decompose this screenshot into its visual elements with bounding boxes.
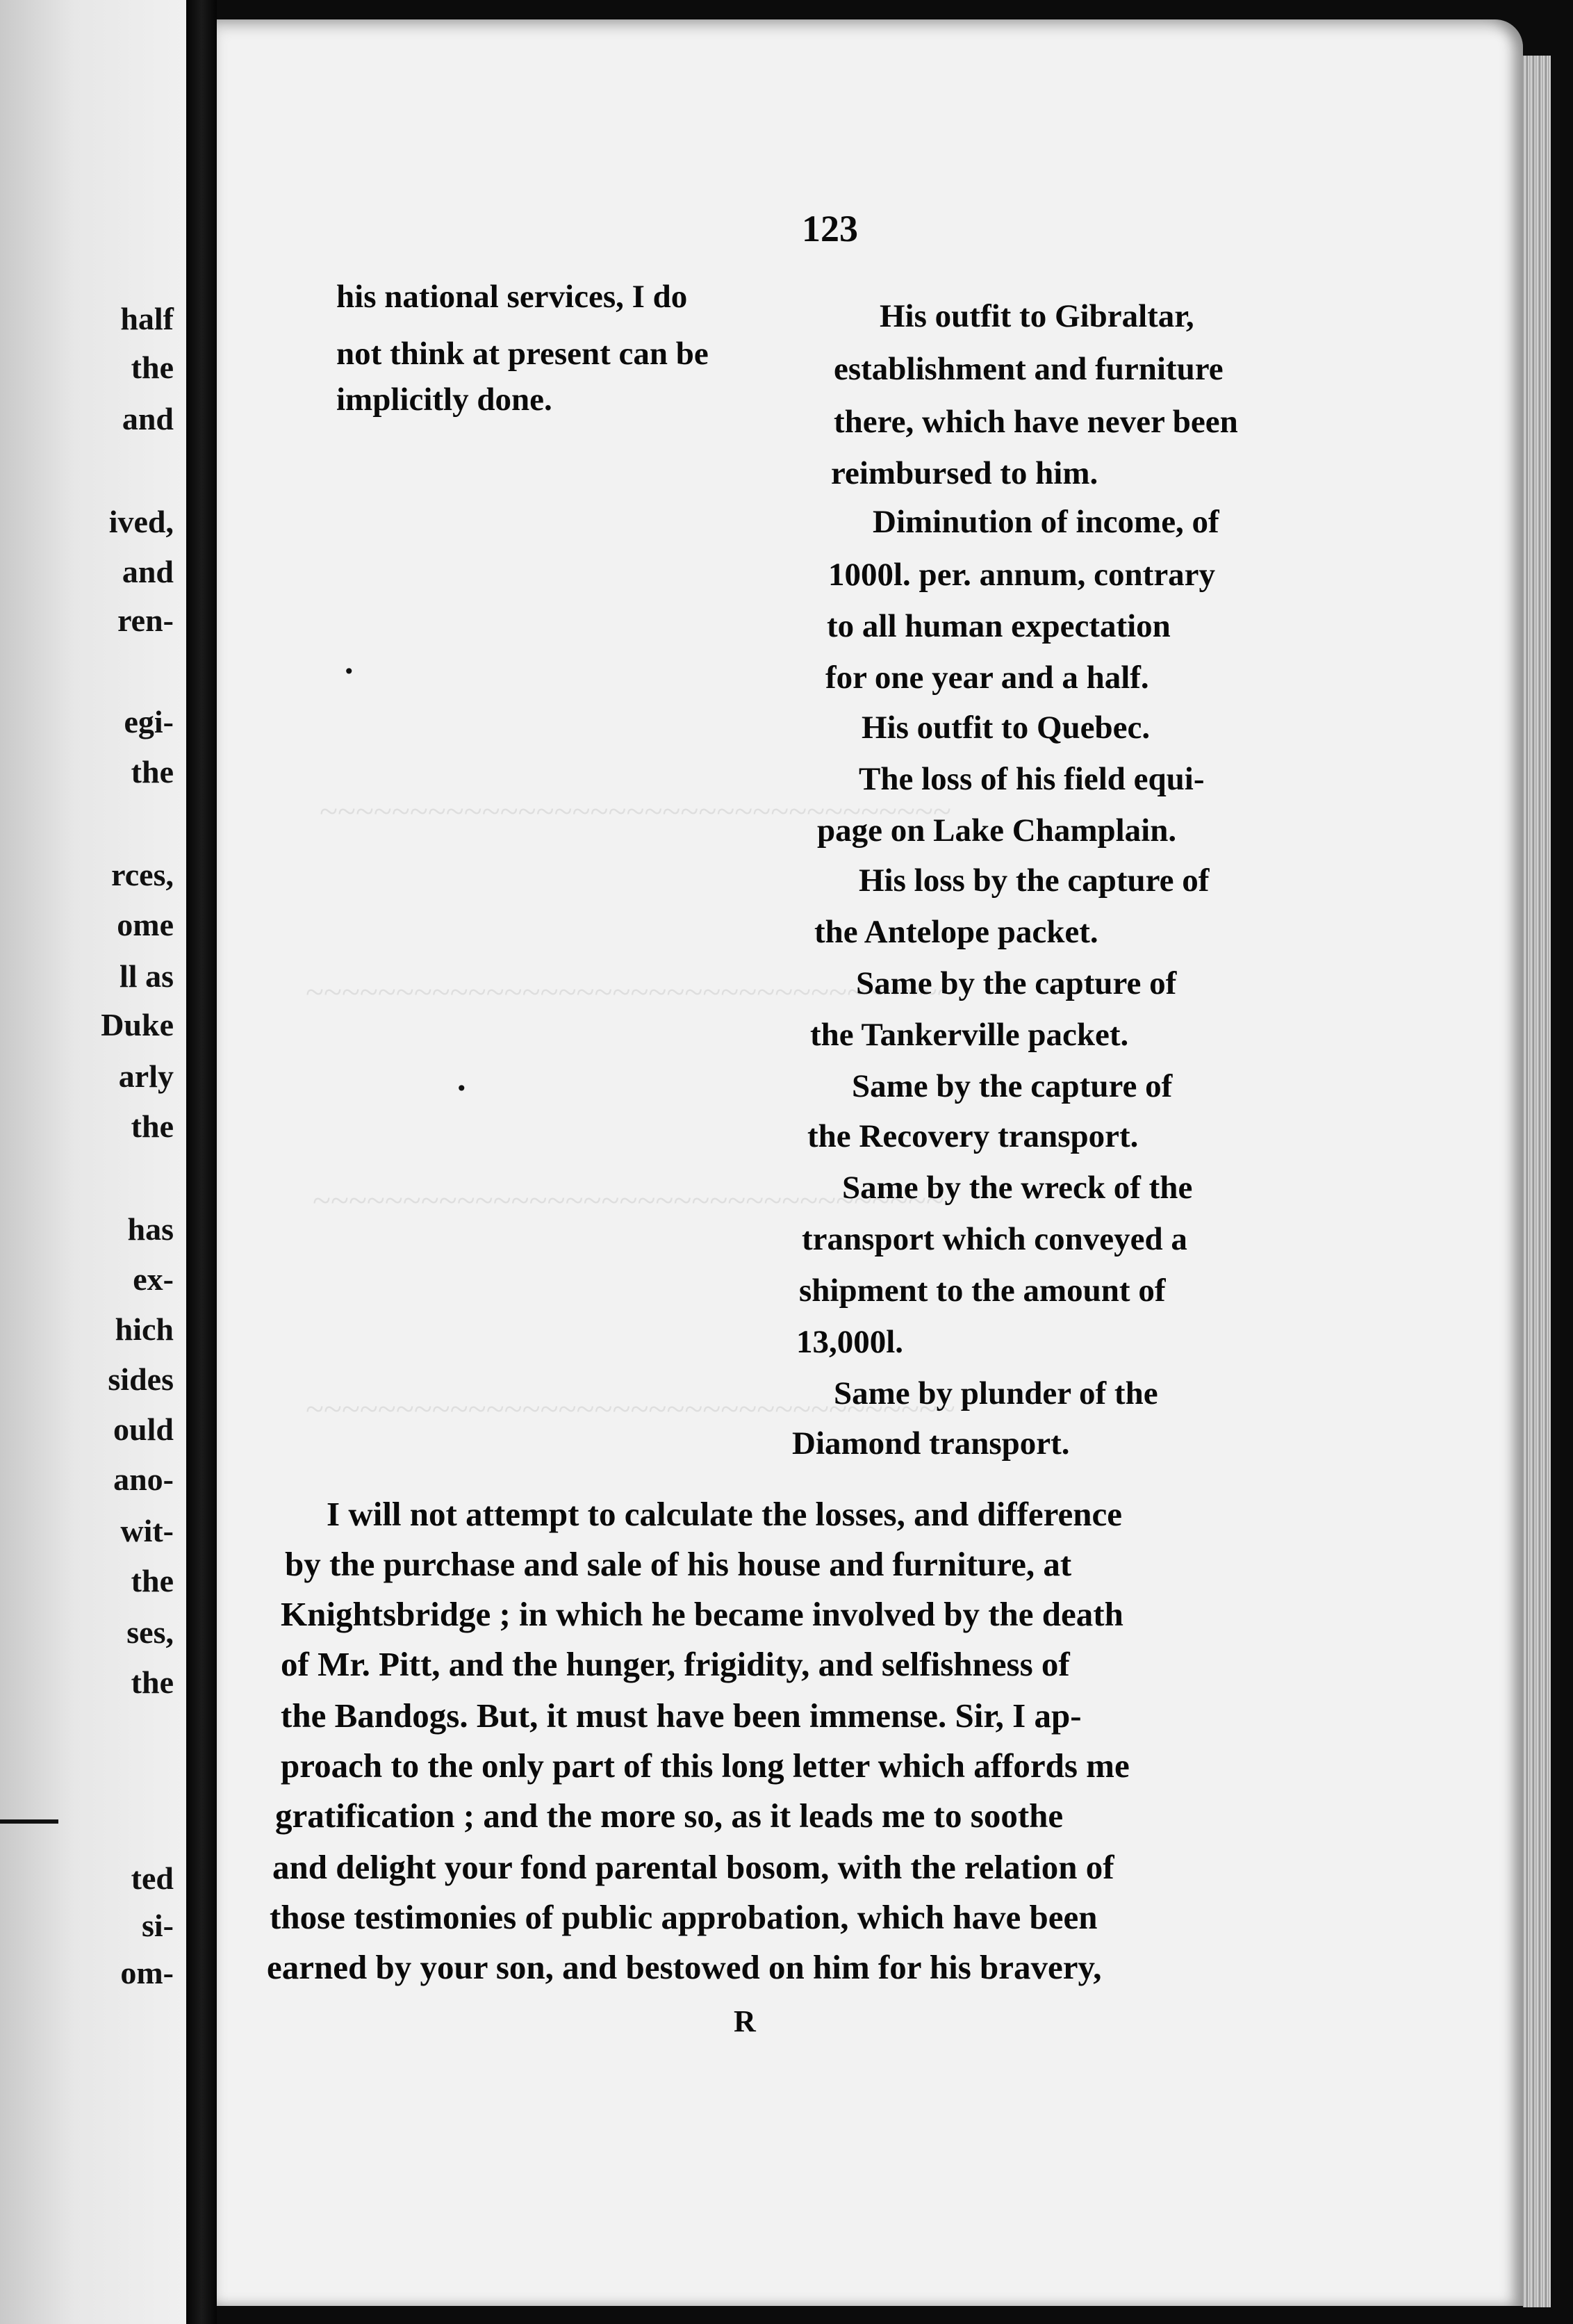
stray-mark: •: [343, 660, 355, 683]
right-column-line: His outfit to Quebec.: [862, 710, 1151, 746]
body-line: proach to the only part of this long letter which affords me: [281, 1746, 1130, 1785]
left-page-fragment: hich: [115, 1311, 174, 1347]
right-column-line: transport which conveyed a: [802, 1221, 1187, 1257]
left-page-fragment: the: [131, 1108, 174, 1144]
left-page-fragment: ome: [117, 907, 174, 942]
right-column-line: His outfit to Gibraltar,: [880, 298, 1194, 334]
left-page-fragment: the: [131, 1563, 174, 1598]
body-line: gratification ; and the more so, as it leads me to soothe: [275, 1797, 1064, 1835]
right-column-line: the Tankerville packet.: [810, 1017, 1129, 1053]
right-column-line: Same by the capture of: [852, 1068, 1173, 1104]
signature-mark: R: [734, 2004, 756, 2038]
left-page-fragment: ren-: [117, 603, 174, 638]
right-column-line: to all human expectation: [827, 608, 1171, 644]
right-column-line: there, which have never been: [834, 404, 1238, 440]
body-line: those testimonies of public approbation, which have been: [270, 1898, 1098, 1936]
body-line: I will not attempt to calculate the losses, and difference: [327, 1495, 1122, 1533]
body-line: the Bandogs. But, it must have been immense. Sir, I ap-: [281, 1696, 1082, 1735]
right-column-line: Same by plunder of the: [834, 1375, 1158, 1411]
left-facing-page: [0, 0, 186, 2324]
left-column-line: his national services, I do: [336, 279, 688, 315]
left-page-fragment: ses,: [126, 1614, 174, 1650]
right-column-line: page on Lake Champlain.: [817, 812, 1177, 849]
show-through-texture: ~~~~~~~~~~~~~~~~~~~~~~~~~~~~~~~~~~~: [313, 1182, 944, 1219]
right-column-line: shipment to the amount of: [799, 1273, 1166, 1309]
left-column-line: not think at present can be: [336, 336, 709, 372]
left-page-fragment: arly: [118, 1058, 174, 1094]
left-page-fragment: and: [122, 554, 174, 589]
left-page-fragment: Duke: [101, 1007, 174, 1042]
show-through-texture: ~~~~~~~~~~~~~~~~~~~~~~~~~~~~~~~~~~~~: [306, 1391, 955, 1427]
right-column-line: reimbursed to him.: [831, 455, 1098, 491]
left-page-fragment: ted: [131, 1860, 174, 1896]
right-column-line: His loss by the capture of: [859, 862, 1210, 899]
page-edges: [1523, 56, 1551, 2307]
left-page-fragment: the: [131, 350, 174, 385]
left-page-fragment: rces,: [111, 857, 174, 892]
right-column-line: 13,000l.: [796, 1324, 904, 1360]
body-line: and delight your fond parental bosom, with the relation of: [272, 1848, 1114, 1886]
right-column-line: Diamond transport.: [792, 1425, 1070, 1462]
right-column-line: The loss of his field equi-: [859, 761, 1205, 797]
left-page-fragment: has: [127, 1211, 174, 1247]
book-gutter: [186, 0, 217, 2324]
right-column-line: for one year and a half.: [825, 660, 1149, 696]
right-column-line: the Antelope packet.: [814, 914, 1098, 950]
left-page-fragment: ex-: [133, 1261, 174, 1297]
body-line: earned by your son, and bestowed on him for his bravery,: [267, 1948, 1102, 1986]
left-page-fragment: wit-: [120, 1513, 174, 1548]
page-number: 123: [802, 208, 858, 249]
right-column-line: establishment and furniture: [834, 351, 1224, 387]
left-page-fragment: ould: [113, 1411, 174, 1447]
left-page-fragment: ived,: [108, 504, 174, 539]
left-page-rule: [0, 1819, 58, 1824]
left-page-fragment: om-: [120, 1955, 174, 1990]
right-column-line: Same by the wreck of the: [842, 1170, 1193, 1206]
left-page-fragment: egi-: [124, 704, 174, 739]
show-through-texture: ~~~~~~~~~~~~~~~~~~~~~~~~~~~~~~~~~~~~: [306, 974, 955, 1010]
left-page-fragment: sides: [108, 1361, 174, 1397]
stray-mark: •: [456, 1077, 468, 1100]
left-page-fragment: half: [120, 301, 174, 336]
left-page-fragment: si-: [142, 1908, 174, 1943]
left-page-fragment: and: [122, 401, 174, 436]
right-column-line: Same by the capture of: [856, 965, 1177, 1001]
right-column-line: 1000l. per. annum, contrary: [828, 557, 1216, 593]
left-page-fragment: ll as: [120, 958, 174, 994]
right-column-line: Diminution of income, of: [873, 504, 1219, 540]
left-page-fragment: the: [131, 1664, 174, 1700]
show-through-texture: ~~~~~~~~~~~~~~~~~~~~~~~~~~~~~~~~~~~: [320, 793, 951, 830]
right-column-line: the Recovery transport.: [807, 1118, 1139, 1154]
body-line: by the purchase and sale of his house and furniture, at: [285, 1545, 1072, 1583]
body-line: of Mr. Pitt, and the hunger, frigidity, and selfishness of: [281, 1645, 1070, 1683]
left-page-fragment: the: [131, 754, 174, 789]
body-line: Knightsbridge ; in which he became involved by the death: [281, 1595, 1123, 1633]
left-column-line: implicitly done.: [336, 382, 552, 418]
left-page-fragment: ano-: [113, 1462, 174, 1497]
